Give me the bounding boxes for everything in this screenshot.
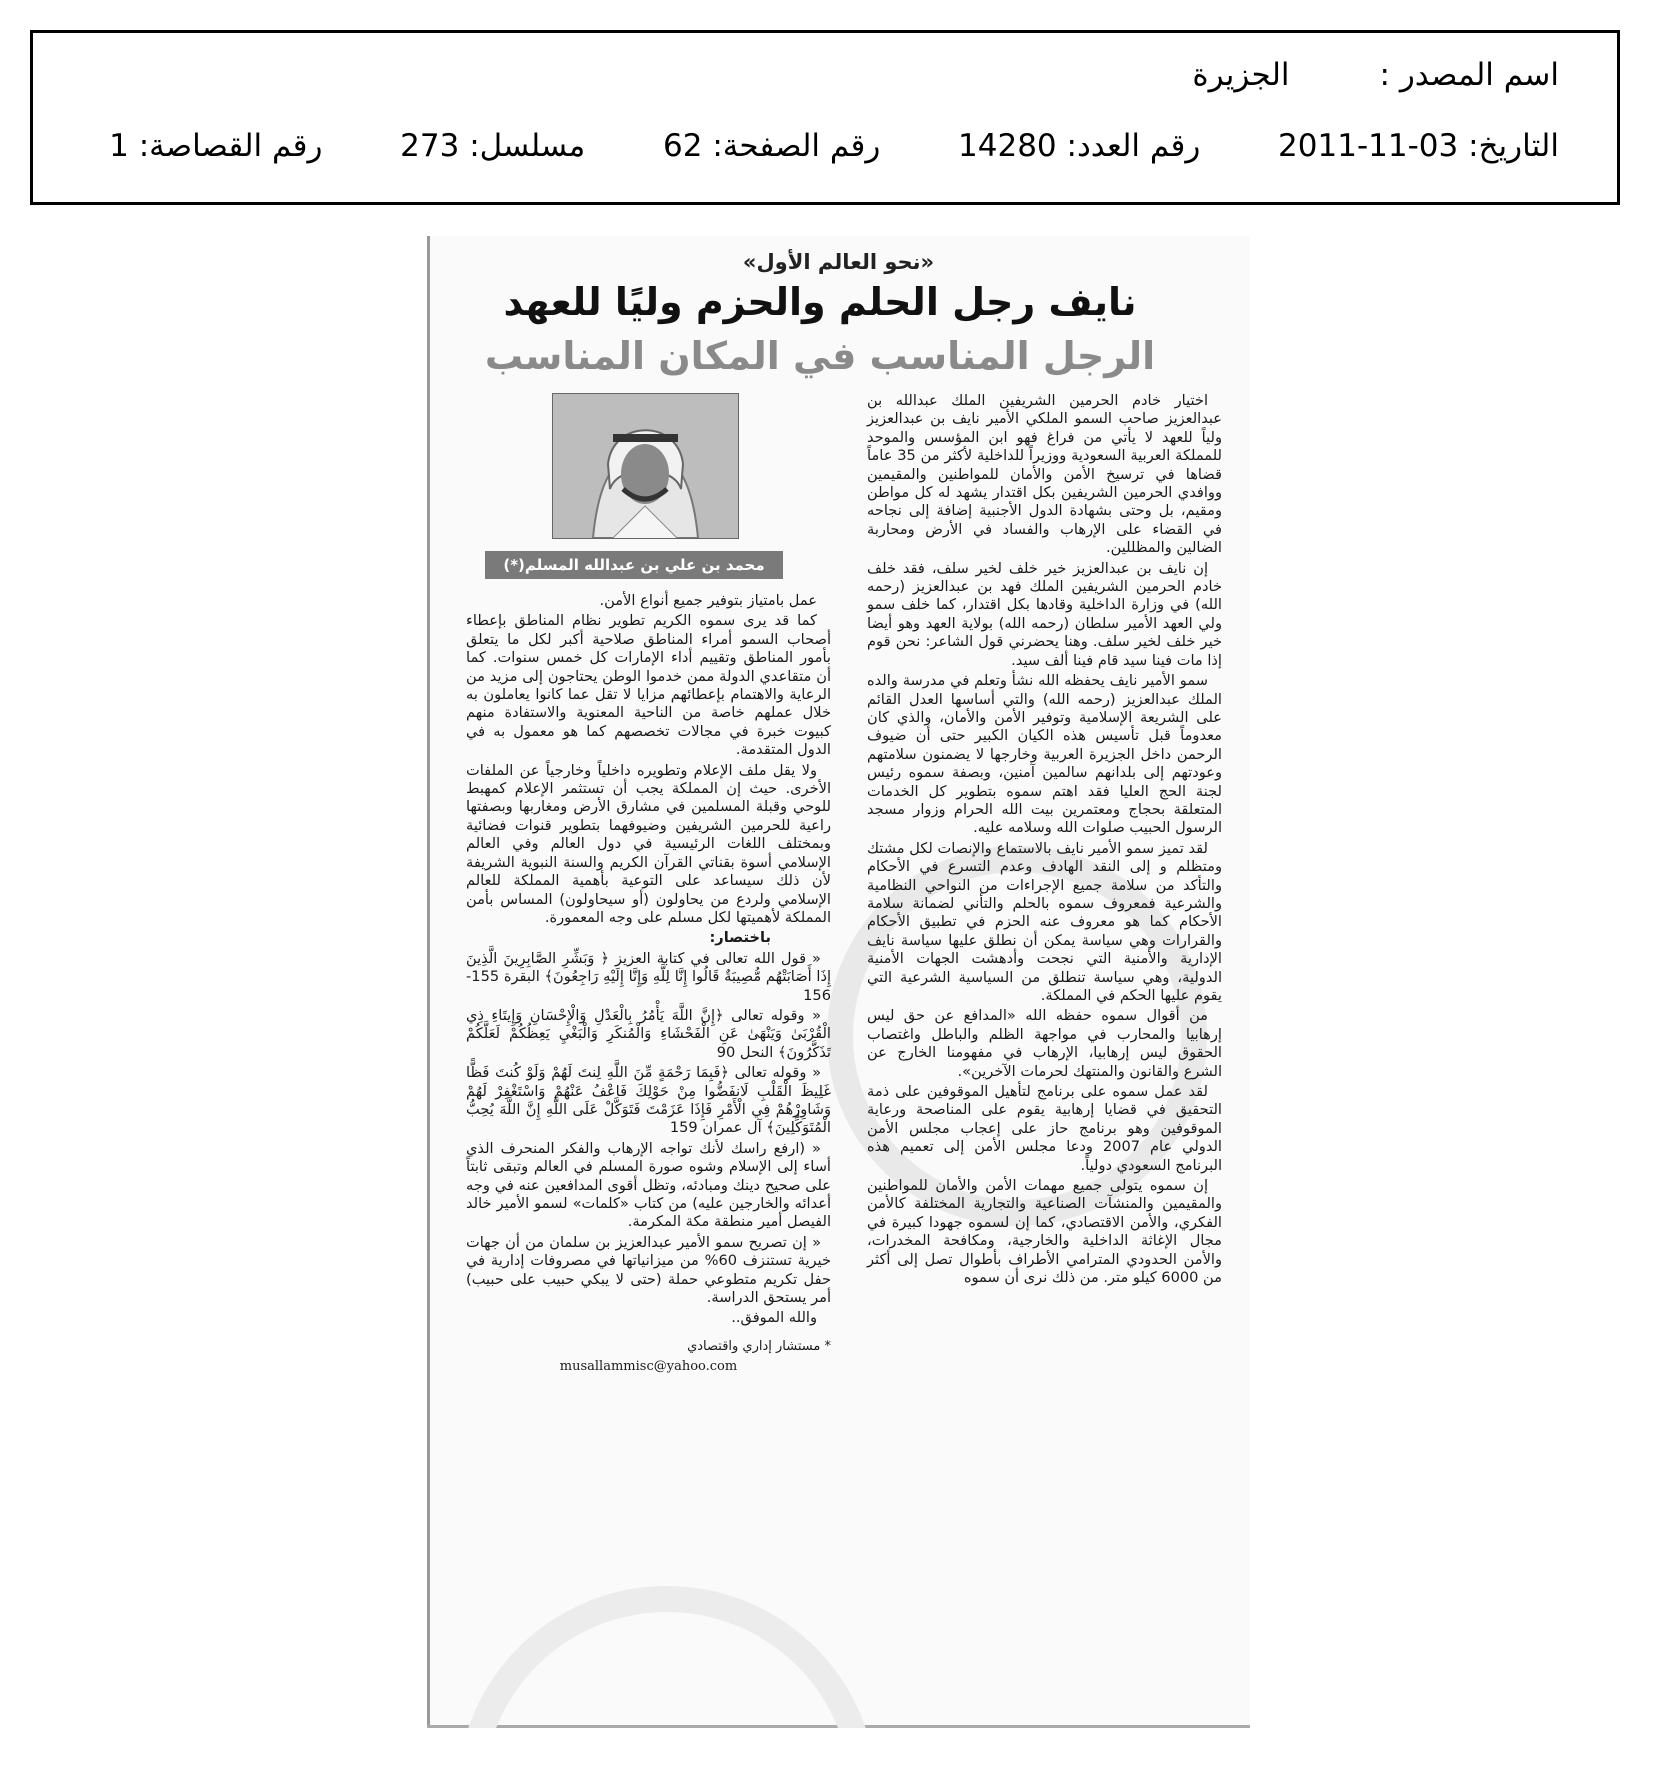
article-column-right [867,392,1222,1290]
paragraph: إن سموه يتولى جميع مهمات الأمن والأمان للمواطنين والمقيمين والمنشآت الصناعية والتجارية المختلفة كالأمن الفكري، والأمن الاقتصادي، كما إن لسموه جهودا كبيرة في مجال الإغاثة الداخلية والخارجية، ومكافحة المخدرات، والأمن الحدودي المترامي الأطراف بأطوال تصل إلى أكثر من 6000 كيلو متر. من ذلك نرى أن سموه [867,1177,1222,1287]
author-byline: محمد بن علي بن عبدالله المسلم(*) [485,551,783,579]
article-headline: نايف رجل الحلم والحزم وليًا للعهد [503,280,1137,324]
article-kicker: «نحو العالم الأول» [742,250,935,274]
page-value: 62 [663,128,703,164]
source-row [1192,57,1559,93]
page-label: رقم الصفحة: [712,128,881,164]
closing-line: والله الموفق.. [731,1309,817,1327]
author-photo [552,393,739,539]
source-value: الجزيرة [1192,57,1290,93]
source-label: اسم المصدر : [1379,57,1559,93]
date-label: التاريخ: [1468,128,1559,164]
paragraph: عمل بامتياز بتوفير جميع أنواع الأمن. [599,592,817,609]
paragraph: اختيار خادم الحرمين الشريفين الملك عبدالله بن عبدالعزيز صاحب السمو الملكي الأمير نايف بن عبدالعزيز ولياً للعهد لا يأتي من فراغ فهو ابن المؤسس والموحد للمملكة العربية السعودية ووزيراً للداخلية لأكثر من 35 عاماً قضاها في ترسيخ الأمن والأمان للمواطنين والمقيمين ووافدي الحرمين الشريفين بكل اقتدار يشهد له كل مواطن ومقيم، بل وحتى بشهادة الدول الأجنبية إضافة إلى نجاحه في القضاء على الإرهاب والفساد في الأرض ومحاربة الضالين والمظللين. [867,392,1222,557]
newspaper-clipping [427,236,1250,1728]
issue-value: 14280 [958,128,1057,164]
watermark-seal [457,1586,877,1728]
author-note: * مستشار إداري واقتصادي [687,1338,831,1354]
brief-heading: باختصار: [709,929,771,947]
portrait-photo-icon [553,394,738,538]
brief-item: « وقوله تعالى ﴿إِنَّ اللَّهَ يَأْمُرُ بِالْعَدْلِ وَالْإِحْسَانِ وَإِيتَاءِ ذِي الْقُرْبَىٰ وَيَنْهَىٰ عَنِ الْفَحْشَاءِ وَالْمُنكَرِ وَالْبَغْيِ يَعِظُكُمْ لَعَلَّكُمْ تَذَكَّرُونَ﴾ النحل 90 [466,1006,831,1061]
paragraph: لقد تميز سمو الأمير نايف بالاستماع والإنصات لكل مشتك ومتظلم و إلى النقد الهادف وعدم التسرع في الأحكام والتأكد من سلامة جميع الإجراءات من النواحي النظامية والشرعية فمعروف سموه بالحلم والتأني لضمانة سلامة الأحكام كما هو معروف عنه الحزم في تطبيق الأحكام والقرارات وهي سياسة يمكن أن نطلق عليها سياسة نايف الإدارية والأمنية التي نجحت وأدهشت الجهات الأمنية الدولية، وهي سياسة تنطلق من السياسية الشرعية التي يقوم عليها الحكم في المملكة. [867,839,1222,1004]
issue-label: رقم العدد: [1066,128,1201,164]
brief-item: « (ارفع راسك لأنك تواجه الإرهاب والفكر المنحرف الذي أساء إلى الإسلام وشوه صورة المسلم في العالم وتبقى ثابتاً على صحيح دينك ومبادئه، وتظل أقوى المدافعين عنه في وجه أعدائه والخارجين عليه) من كتاب «كلمات» لسمو الأمير خالد الفيصل أمير منطقة مكة المكرمة. [466,1139,831,1231]
clip-value: 1 [109,128,129,164]
paragraph: إن نايف بن عبدالعزيز خير خلف لخير سلف، فقد خلف خادم الحرمين الشريفين الملك فهد بن عبدالعزيز (رحمه الله) في وزارة الداخلية وقادها بكل اقتدار، كما خلف سمو ولي العهد الأمير سلطان (رحمه الله) بولاية العهد وهو أيضا خير خلف لخير سلف. وهنا يحضرني قول الشاعر: نحن قوم إذا مات فينا سيد قام فينا ألف سيد. [867,559,1222,669]
author-email: musallammisc@yahoo.com [559,1359,738,1375]
clipping-metadata-box [30,30,1620,205]
serial-label: مسلسل: [469,128,586,164]
brief-item: « وقوله تعالى ﴿فَبِمَا رَحْمَةٍ مِّنَ اللَّهِ لِنتَ لَهُمْ وَلَوْ كُنتَ فَظًّا غَلِيظَ الْقَلْبِ لَانفَضُّوا مِنْ حَوْلِكَ فَاعْفُ عَنْهُمْ وَاسْتَغْفِرْ لَهُمْ وَشَاوِرْهُمْ فِي الْأَمْرِ فَإِذَا عَزَمْتَ فَتَوَكَّلْ عَلَى اللَّهِ إِنَّ اللَّهَ يُحِبُّ الْمُتَوَكِّلِينَ﴾ آل عمران 159 [466,1064,831,1137]
article-column-left [466,592,831,1377]
details-row [109,128,1559,164]
paragraph: لقد عمل سموه على برنامج لتأهيل الموقوفين على ذمة التحقيق في قضايا إرهابية يقوم على المناصحة ورعاية الموقوفين وهو برنامج حاز على إعجاب مجلس الأمن الدولي عام 2007 ودعا مجلس الأمن إلى تعميم هذه البرنامج السعودي دولياً. [867,1083,1222,1174]
brief-item: « إن تصريح سمو الأمير عبدالعزيز بن سلمان من أن جهات خيرية تستنزف 60% من ميزانياتها في مصروفات إدارية في حفل تكريم متطوعي حملة (حتى لا يبكي حبيب على حبيب) أمر يستحق الدراسة. [466,1233,831,1307]
brief-item: « قول الله تعالى في كتابة العزيز ﴿ وَبَشِّرِ الصَّابِرِينَ الَّذِينَ إِذَا أَصَابَتْهُم مُّصِيبَةٌ قَالُوا إِنَّا لِلَّهِ وَإِنَّا إِلَيْهِ رَاجِعُونَ﴾ البقرة 155-156 [466,949,831,1004]
clip-label: رقم القصاصة: [138,128,323,164]
paragraph: من أقوال سموه حفظه الله «المدافع عن حق ليس إرهابيا والمحارب في مواجهة الظلم والباطل واغتصاب الحقوق ليس إرهابيا، الإرهاب في مفهومنا الخارج عن الشرع والقانون والمنتهك لحرمات الآخرين». [867,1007,1222,1080]
clip-edge [427,236,430,1728]
date-value: 2011-11-03 [1278,128,1459,164]
serial-value: 273 [400,128,460,164]
paragraph: سمو الأمير نايف يحفظه الله نشأ وتعلم في مدرسة والده الملك عبدالعزيز (رحمه الله) والتي أساسها العدل القائم على الشريعة الإسلامية وتوفير الأمن والأمان، والذي كان معدوماً قبل تأسيس هذه الكيان الكبير حتى أن ضيوف الرحمن داخل الجزيرة العربية وخارجها لا يضمنون سلامتهم وعودتهم إلى بلدانهم سالمين آمنين، وبصفة سموه رئيس لجنة الحج العليا فقد اهتم سموه بتطوير كل الخدمات المتعلقة بحجاج ومعتمرين بيت الله الحرام وزوار مسجد الرسول الحبيب صلوات الله وسلامه عليه. [867,672,1222,837]
article-subheadline: الرجل المناسب في المكان المناسب [484,334,1156,378]
paragraph: ولا يقل ملف الإعلام وتطويره داخلياً وخارجياً عن الملفات الأخرى. حيث إن المملكة يجب أن تستثمر الإعلام كمهبط للوحي وقبلة المسلمين في مشارق الأرض ومغاربها وبصفتها راعية للحرمين الشريفين وضيوفهما بتطوير قنوات فضائية وبمختلف اللغات الرئيسية في دول العالم وفي العالم الإسلامي أسوة بقناتي القرآن الكريم والسنة النبوية الشريفة لأن ذلك سيساعد على التوعية بأهمية المملكة للعالم الإسلامي ولردع من يحاولون (أو سيحاولون) المساس بأمن المملكة لأهميتها لكل مسلم على وجه المعمورة. [466,761,831,926]
paragraph: كما قد يرى سموه الكريم تطوير نظام المناطق بإعطاء أصحاب السمو أمراء المناطق صلاحية أكبر لكل ما يتعلق بأمور المناطق وتقييم أداء الإمارات كل خمس سنوات. كما أن متقاعدي الدولة ممن خدموا الوطن يحتاجون إلى مزيد من الرعاية والاهتمام بإعطائهم مزايا لا تقل عما كانوا يعاملون به خلال عملهم خاصة من الناحية المعنوية والاستفادة منهم كبيوت خبرة في مجالات تخصصهم كما هو معمول به في الدول المتقدمة. [466,612,831,759]
